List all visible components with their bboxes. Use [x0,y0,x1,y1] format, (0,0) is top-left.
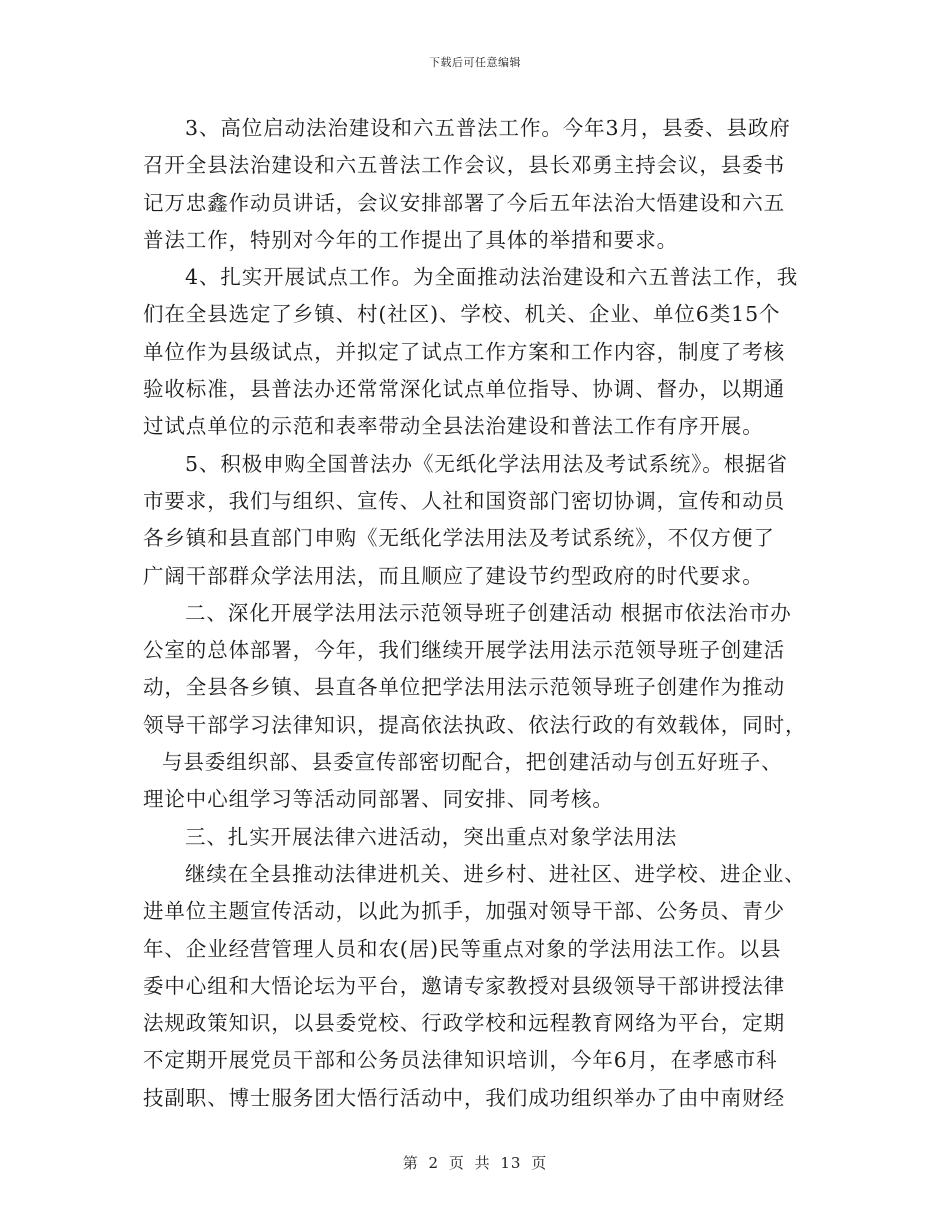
paragraph-line: 广阔干部群众学法用法，而且顺应了建设节约型政府的时代要求。 [143,563,764,588]
paragraph-line: 理论中心组学习等活动同部署、同安排、同考核。 [143,787,614,812]
paragraph-line: 不定期开展党员干部和公务员法律知识培训，今年6月，在孝感市科 [143,1048,778,1073]
section-heading-line: 二、深化开展学法用法示范领导班子创建活动 根据市依法治市办 [185,600,792,625]
paragraph-line: 各乡镇和县直部门申购《无纸化学法用法及考试系统》，不仅方便了 [143,526,775,551]
paragraph-line: 们在全县选定了乡镇、村(社区)、学校、机关、企业、单位6类15个 [143,302,781,327]
paragraph-line: 与县委组织部、县委宣传部密切配合，把创建活动与创五好班子、 [162,750,783,775]
paragraph-line: 普法工作，特别对今年的工作提出了具体的举措和要求。 [143,227,678,252]
header-note: 下载后可任意编辑 [429,56,521,69]
paragraph-line: 委中心组和大悟论坛为平台，邀请专家教授对县级领导干部讲授法律 [143,973,785,998]
paragraph-line: 动，全县各乡镇、县直各单位把学法用法示范领导班子创建作为推动 [143,675,785,700]
paragraph-line: 4、扎实开展试点工作。为全面推动法治建设和六五普法工作，我 [185,265,799,290]
paragraph-line: 单位作为县级试点，并拟定了试点工作方案和工作内容，制度了考核 [143,339,785,364]
paragraph-line: 继续在全县推动法律进机关、进乡村、进社区、进学校、进企业、 [185,861,806,886]
paragraph-line: 技副职、博士服务团大悟行活动中，我们成功组织举办了由中南财经 [143,1085,785,1110]
paragraph-line: 年、企业经营管理人员和农(居)民等重点对象的学法用法工作。以县 [143,936,782,961]
paragraph-line: 验收标准，县普法办还常常深化试点单位指导、协调、督办，以期通 [143,377,785,402]
section-heading-line: 三、扎实开展法律六进活动，突出重点对象学法用法 [185,824,678,849]
paragraph-line: 市要求，我们与组织、宣传、人社和国资部门密切协调，宣传和动员 [143,488,785,513]
paragraph-line: 记万忠鑫作动员讲话，会议安排部署了今后五年法治大悟建设和六五 [143,190,785,215]
paragraph-line: 3、高位启动法治建设和六五普法工作。今年3月，县委、县政府 [185,116,791,140]
page-number-footer: 第 2 页 共 13 页 [402,1154,548,1172]
paragraph-line: 领导干部学习法律知识，提高依法执政、依法行政的有效载体，同时， [143,712,807,737]
paragraph-line: 过试点单位的示范和表率带动全县法治建设和普法工作有序开展。 [143,414,764,439]
paragraph-line: 法规政策知识，以县委党校、行政学校和远程教育网络为平台，定期 [143,1011,785,1036]
paragraph-line: 进单位主题宣传活动，以此为抓手，加强对领导干部、公务员、青少 [143,899,785,924]
paragraph-line: 公室的总体部署，今年，我们继续开展学法用法示范领导班子创建活 [143,638,785,663]
paragraph-line: 5、积极申购全国普法办《无纸化学法用法及考试系统》。根据省 [185,451,788,476]
body-text [143,110,813,1117]
paragraph-line: 召开全县法治建设和六五普法工作会议，县长邓勇主持会议，县委书 [143,153,785,178]
